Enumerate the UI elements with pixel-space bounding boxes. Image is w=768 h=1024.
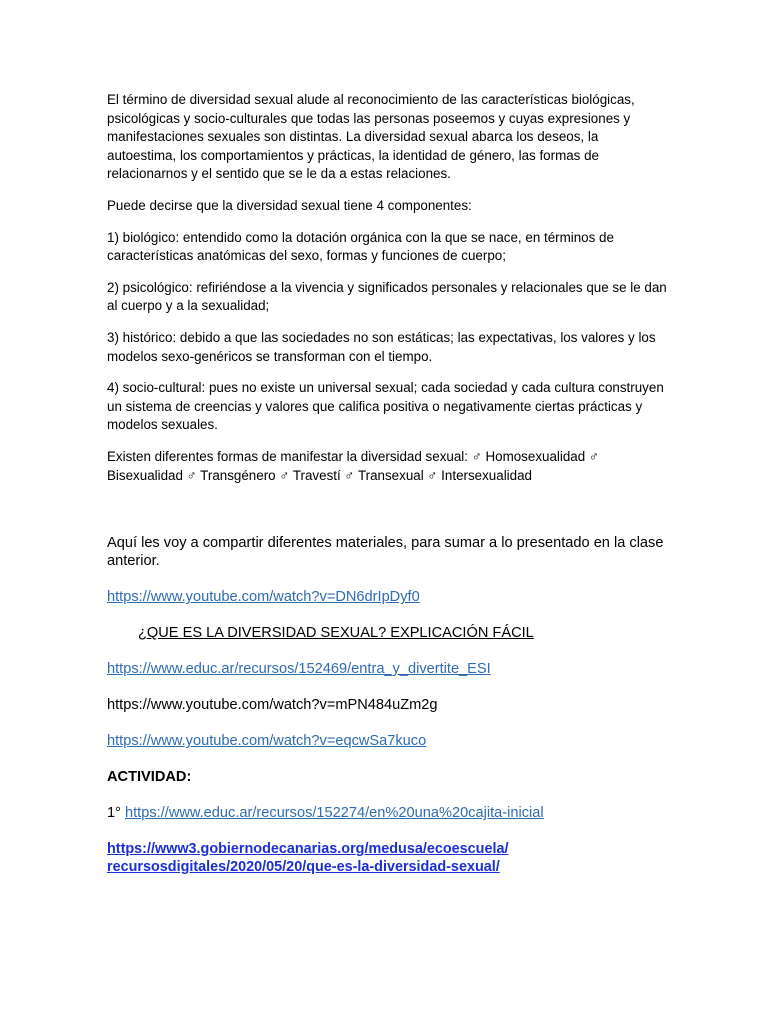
component-biological-paragraph: 1) biológico: entendido como la dotación orgánica con la que se nace, en términos de características anatómicas del sexo, formas y funciones de cuerpo; [107,229,614,264]
canarias-link[interactable] [107,841,508,875]
forms-paragraph: Existen diferentes formas de manifestar la diversidad sexual: ♂ Homosexualidad ♂ Bisexualidad ♂ Transgénero ♂ Travestí ♂ Transexual ♂ Intersexualidad [107,448,599,483]
document-page [107,91,667,894]
components-lead-paragraph: Puede decirse que la diversidad sexual tiene 4 componentes: [107,197,472,213]
canarias-link-line [107,840,667,876]
canarias-link-line2: recursosdigitales/2020/05/20/que-es-la-diversidad-sexual/ [107,859,500,876]
activity-item-number: 1° [107,805,121,822]
youtube-link-3[interactable]: https://www.youtube.com/watch?v=eqcwSa7kuco [107,733,427,750]
youtube-link-2-line [107,696,667,714]
component-psychological-paragraph: 2) psicológico: refiriéndose a la vivencia y significados personales y relacionales que se le dan al cuerpo y a la sexualidad; [107,279,667,314]
activity-heading: ACTIVIDAD: [107,769,192,786]
component-historical-paragraph: 3) histórico: debido a que las sociedades no son estáticas; las expectativas, los valores y los modelos sexo-genéricos se transforman con el tiempo. [107,329,656,364]
youtube-link-1[interactable]: https://www.youtube.com/watch?v=DN6drIpDyf0 [107,589,420,606]
educ-link-1-line [107,660,667,678]
canarias-link-line1: https://www3.gobiernodecanarias.org/medusa/ecoescuela/ [107,841,509,858]
activity-item-1 [107,804,667,822]
educ-link-1[interactable]: https://www.educ.ar/recursos/152469/entra_y_divertite_ESI [107,661,491,678]
component-sociocultural-paragraph: 4) socio-cultural: pues no existe un universal sexual; cada sociedad y cada cultura construyen un sistema de creencias y valores que califica positiva o negativamente ciertas prácticas y modelos sexuales. [107,380,664,433]
youtube-link-3-line [107,732,667,750]
section-spacer [107,498,667,534]
intro-paragraph: El término de diversidad sexual alude al reconocimiento de las características biológicas, psicológicas y socio-culturales que todas las personas poseemos y cuyas expresiones y manifestaciones sexuales son distintas. La diversidad sexual abarca los deseos, la autoestima, los comportamientos y prácticas, la identidad de género, las formas de relacionarnos y el sentido que se le da a estas relaciones. [107,92,635,182]
educ-link-2[interactable]: https://www.educ.ar/recursos/152274/en%20una%20cajita-inicial [125,805,544,822]
video-title: ¿QUE ES LA DIVERSIDAD SEXUAL? EXPLICACIÓN FÁCIL [138,625,534,642]
youtube-link-2-text: https://www.youtube.com/watch?v=mPN484uZm2g [107,697,438,714]
materials-lead-paragraph: Aquí les voy a compartir diferentes materiales, para sumar a lo presentado en la clase anterior. [107,535,664,570]
youtube-link-1-line [107,588,667,606]
